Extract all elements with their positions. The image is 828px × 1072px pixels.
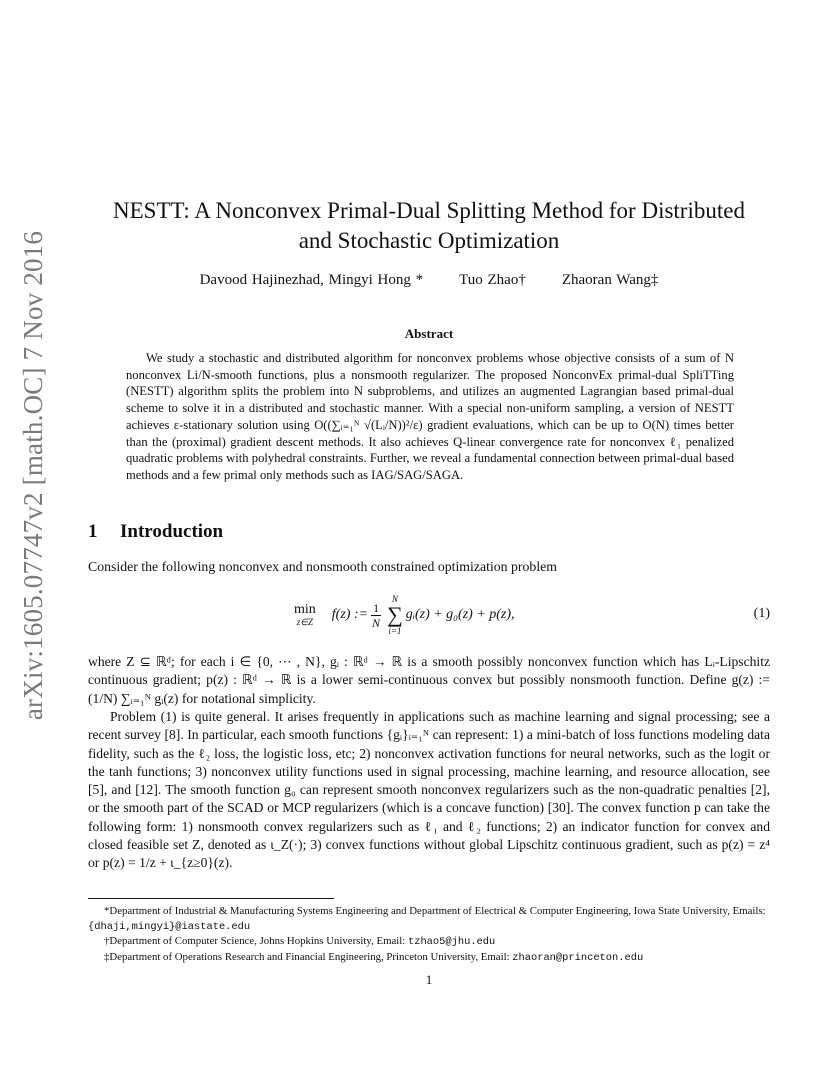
- footnote-3: [88, 950, 770, 966]
- author-group-3: Zhaoran Wang‡: [561, 272, 659, 288]
- author-group-1: Davood Hajinezhad, Mingyi Hong *: [199, 272, 424, 288]
- author-list: [88, 272, 770, 289]
- footnote-2-email: tzhao5@jhu.edu: [407, 936, 496, 949]
- sigma-icon: ∑: [387, 602, 403, 627]
- equation-lhs: f(z) :=: [331, 607, 369, 622]
- paper-title: [88, 196, 770, 256]
- equation-fraction: [371, 601, 381, 630]
- footnote-divider: [88, 898, 334, 899]
- author-group-2: Tuo Zhao†: [459, 272, 526, 288]
- section-title: Introduction: [120, 521, 224, 542]
- title-line-2: and Stochastic Optimization: [298, 228, 560, 253]
- footnote-3-email: zhaoran@princeton.edu: [512, 951, 644, 964]
- equation-min-operator: [294, 603, 316, 627]
- sum-upper-limit: N: [391, 594, 398, 604]
- section-number: 1: [88, 521, 98, 542]
- footnote-1-text: *Department of Industrial & Manufacturing Systems Engineering and Department of Electrical & Computer Engineering, Iowa State University, Emails:: [104, 905, 766, 917]
- equation-sum-operator: [387, 594, 403, 636]
- arxiv-stamp: [14, 230, 54, 720]
- abstract-body: We study a stochastic and distributed algorithm for nonconvex problems whose objective consists of a sum of N nonconvex Li/N-smooth functions, plus a nonsmooth regularizer. The proposed NonconvEx primal-dual SpliTTing (NESTT) algorithm splits the problem into N subproblems, and utilizes an augmented Lagrangian based primal-dual scheme to solve it in a distributed and stochastic manner. With a special non-uniform sampling, a version of NESTT achieves ε-stationary solution using O((∑ᵢ₌₁ᴺ √(Lᵢ/N))²/ε) gradient evaluations, which can be up to O(N) times better than the (proximal) gradient descent methods. It also achieves Q-linear convergence rate for nonconvex ℓ₁ penalized quadratic problems with polyhedral constraints. Further, we reveal a fundamental connection between primal-dual based methods and a few primal only methods such as IAG/SAG/SAGA.: [126, 351, 734, 482]
- equation-1: [88, 590, 770, 640]
- min-subscript: z∈Z: [296, 617, 314, 627]
- intro-lead-sentence: Consider the following nonconvex and nonsmooth constrained optimization problem: [88, 559, 558, 574]
- footnote-3-text: ‡Department of Operations Research and Financial Engineering, Princeton University, Email:: [104, 950, 513, 963]
- footnotes: [88, 904, 770, 965]
- page-number: 1: [425, 972, 433, 987]
- equation-rhs: gᵢ(z) + g₀(z) + p(z),: [405, 607, 515, 622]
- equation-number: (1): [753, 606, 770, 621]
- sum-lower-limit: i=1: [388, 626, 402, 636]
- min-label: min: [294, 602, 316, 617]
- fraction-numerator: 1: [373, 600, 380, 615]
- intro-paragraph-1: where Z ⊆ ℝᵈ; for each i ∈ {0, ⋯ , N}, gᵢ : ℝᵈ → ℝ is a smooth possibly nonconvex function which has Lᵢ-Lipschitz continuous gradient; p(z) : ℝᵈ → ℝ is a lower semi-continuous convex but possibly nonsmooth function. Define g(z) := (1/N) ∑ᵢ₌₁ᴺ gᵢ(z) for notational simplicity.: [88, 654, 770, 706]
- arxiv-stamp-text: arXiv:1605.07747v2 [math.OC] 7 Nov 2016: [18, 230, 49, 720]
- section-heading: [88, 521, 223, 543]
- footnote-1-email: {dhaji,mingyi}@iastate.edu: [88, 920, 251, 933]
- footnote-1: [88, 904, 770, 934]
- footnote-2-text: †Department of Computer Science, Johns Hopkins University, Email:: [104, 935, 408, 948]
- title-line-1: NESTT: A Nonconvex Primal-Dual Splitting Method for Distributed: [113, 198, 745, 223]
- intro-paragraph-2: Problem (1) is quite general. It arises frequently in applications such as machine learning and signal processing; see a recent survey [8]. In particular, each smooth functions {gᵢ}ᵢ₌₁ᴺ can represent: 1) a mini-batch of loss functions modeling data fidelity, such as the ℓ₂ loss, the logistic loss, etc; 2) nonconvex activation functions for neural networks, such as the logit or the tanh functions; 3) nonconvex utility functions used in signal processing, machine learning, and resource allocation, see [5], and [12]. The smooth function g₀ can represent smooth nonconvex regularizers such as the non-quadratic penalties [2], or the smooth part of the SCAD or MCP regularizers (which is a concave function) [30]. The convex function p can take the following form: 1) nonsmooth convex regularizers such as ℓ₁ and ℓ₂ functions; 2) an indicator function for convex and closed feasible set Z, denoted as ι_Z(·); 3) convex functions without global Lipschitz continuous gradient, such as p(z) = z⁴ or p(z) = 1/z + ι_{z≥0}(z).: [88, 709, 770, 871]
- fraction-denominator: N: [372, 615, 381, 630]
- abstract-heading: Abstract: [404, 326, 454, 341]
- footnote-2: [88, 934, 770, 950]
